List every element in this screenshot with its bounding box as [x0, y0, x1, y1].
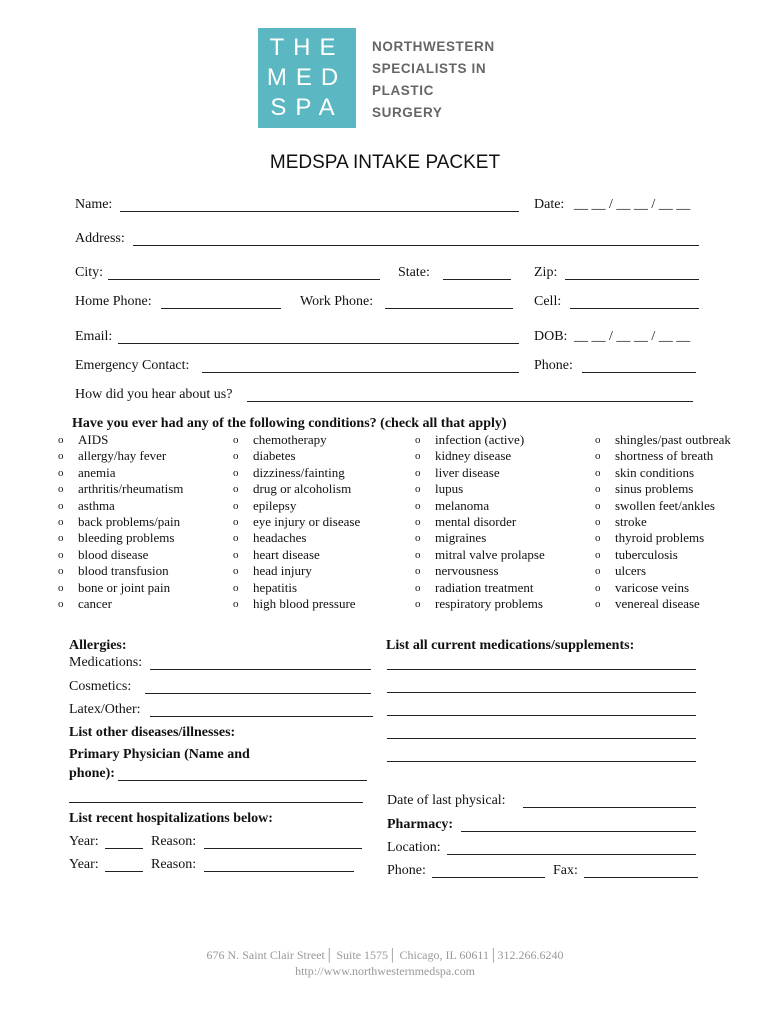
- condition-item[interactable]: [233, 481, 360, 497]
- home-phone-field[interactable]: [161, 308, 281, 309]
- condition-label: back problems/pain: [78, 514, 181, 530]
- logo-text: [372, 36, 495, 124]
- checkbox-bullet[interactable]: o: [415, 581, 421, 594]
- condition-item[interactable]: [233, 432, 360, 448]
- checkbox-bullet[interactable]: o: [595, 434, 601, 446]
- condition-label: asthma: [78, 497, 115, 513]
- condition-item[interactable]: [415, 580, 545, 596]
- checkbox-bullet[interactable]: o: [233, 450, 239, 463]
- checkbox-bullet[interactable]: o: [415, 532, 421, 545]
- checkbox-bullet[interactable]: o: [415, 565, 421, 578]
- checkbox-bullet[interactable]: o: [595, 598, 601, 611]
- last-physical-label: Date of last physical:: [387, 793, 506, 808]
- condition-item[interactable]: [233, 563, 360, 579]
- condition-item[interactable]: [415, 448, 545, 464]
- emergency-contact-field[interactable]: [202, 372, 519, 373]
- condition-item[interactable]: [58, 596, 183, 612]
- condition-item[interactable]: [58, 448, 183, 464]
- condition-label: hepatitis: [253, 579, 298, 595]
- condition-label: arthritis/rheumatism: [78, 481, 184, 497]
- checkbox-bullet[interactable]: o: [415, 598, 421, 611]
- condition-label: blood transfusion: [78, 563, 169, 579]
- condition-label: eye injury or disease: [253, 514, 361, 530]
- date-label: Date:: [534, 197, 565, 212]
- footer-address: 676 N. Saint Clair Street│ Suite 1575│ Chicago, IL 60611│312.266.6240: [206, 948, 564, 962]
- condition-label: infection (active): [435, 432, 525, 447]
- condition-item[interactable]: [233, 580, 360, 596]
- condition-item[interactable]: [595, 498, 731, 514]
- address-label: Address:: [75, 231, 125, 246]
- footer-url[interactable]: http://www.northwesternmedspa.com: [295, 964, 475, 978]
- referral-label: How did you hear about us?: [75, 387, 233, 402]
- referral-field[interactable]: [247, 401, 693, 402]
- condition-label: thyroid problems: [615, 530, 705, 546]
- condition-item[interactable]: [415, 514, 545, 530]
- logo-text-line: PLASTIC: [372, 83, 434, 98]
- logo-text-line: SURGERY: [372, 105, 443, 120]
- logo-row-1: THE: [269, 34, 345, 61]
- condition-label: AIDS: [78, 432, 109, 447]
- condition-label: mitral valve prolapse: [435, 546, 545, 562]
- checkbox-bullet[interactable]: o: [595, 516, 601, 529]
- checkbox-bullet[interactable]: o: [58, 434, 64, 446]
- condition-label: mental disorder: [435, 514, 517, 530]
- logo-row-2: MED: [266, 64, 348, 91]
- allergies-heading: Allergies:: [69, 638, 127, 653]
- state-field[interactable]: [443, 279, 511, 280]
- year-label: Year:: [69, 834, 99, 849]
- page-title: MEDSPA INTAKE PACKET: [269, 152, 501, 173]
- address-field[interactable]: [133, 245, 699, 246]
- checkbox-bullet[interactable]: o: [415, 466, 421, 479]
- zip-label: Zip:: [534, 265, 558, 280]
- medication-line[interactable]: [387, 761, 696, 762]
- condition-label: high blood pressure: [253, 596, 356, 612]
- checkbox-bullet[interactable]: o: [595, 499, 601, 512]
- dob-label: DOB:: [534, 329, 568, 344]
- condition-item[interactable]: [58, 498, 183, 514]
- reason-field[interactable]: [204, 871, 354, 872]
- condition-label: epilepsy: [253, 497, 297, 513]
- checkbox-bullet[interactable]: o: [233, 499, 239, 512]
- reason-label: Reason:: [151, 857, 197, 872]
- condition-item[interactable]: [233, 448, 360, 464]
- checkbox-bullet[interactable]: o: [58, 532, 64, 545]
- date-field[interactable]: __ __ / __ __ / __ __: [574, 197, 691, 212]
- checkbox-bullet[interactable]: o: [233, 565, 239, 578]
- condition-label: nervousness: [435, 563, 499, 579]
- checkbox-bullet[interactable]: o: [58, 548, 64, 561]
- primary-physician-field[interactable]: [118, 780, 367, 781]
- state-label: State:: [398, 265, 430, 280]
- zip-field[interactable]: [565, 279, 699, 280]
- medications-allergy-label: Medications:: [69, 655, 143, 670]
- condition-item[interactable]: [58, 530, 183, 546]
- condition-label: blood disease: [78, 546, 149, 562]
- checkbox-bullet[interactable]: o: [415, 499, 421, 512]
- year-field[interactable]: [105, 871, 143, 872]
- medication-line[interactable]: [387, 715, 696, 716]
- cosmetics-label: Cosmetics:: [69, 679, 132, 694]
- hospitalizations-heading: List recent hospitalizations below:: [69, 811, 273, 826]
- condition-label: ulcers: [615, 563, 647, 579]
- checkbox-bullet[interactable]: o: [233, 598, 239, 611]
- pharmacy-phone-field[interactable]: [432, 877, 545, 878]
- condition-label: shortness of breath: [615, 448, 714, 464]
- emergency-phone-field[interactable]: [582, 372, 696, 373]
- condition-label: allergy/hay fever: [78, 448, 167, 464]
- checkbox-bullet[interactable]: o: [415, 483, 421, 496]
- condition-item[interactable]: [58, 514, 183, 530]
- name-label: Name:: [75, 197, 113, 212]
- work-phone-label: Work Phone:: [300, 294, 374, 309]
- primary-physician-field-2[interactable]: [69, 802, 363, 803]
- medication-line[interactable]: [387, 669, 696, 670]
- checkbox-bullet[interactable]: o: [58, 516, 64, 529]
- condition-item[interactable]: [233, 465, 360, 481]
- checkbox-bullet[interactable]: o: [58, 483, 64, 496]
- condition-label: stroke: [615, 514, 647, 530]
- condition-item[interactable]: [415, 530, 545, 546]
- condition-item[interactable]: [233, 514, 360, 530]
- condition-item[interactable]: [58, 547, 183, 563]
- medications-supplements-heading: List all current medications/supplements:: [386, 638, 635, 653]
- emergency-phone-label: Phone:: [534, 358, 573, 373]
- cell-label: Cell:: [534, 294, 562, 309]
- checkbox-bullet[interactable]: o: [58, 581, 64, 594]
- work-phone-field[interactable]: [385, 308, 513, 309]
- condition-label: headaches: [253, 530, 307, 546]
- condition-item[interactable]: [58, 432, 183, 448]
- condition-item[interactable]: [58, 580, 183, 596]
- email-field[interactable]: [118, 343, 519, 344]
- dob-field[interactable]: __ __ / __ __ / __ __: [574, 329, 691, 344]
- year-field[interactable]: [105, 848, 143, 849]
- logo-row-3: SPA: [270, 94, 344, 121]
- condition-item[interactable]: [415, 432, 545, 448]
- conditions-column-2: [233, 432, 360, 612]
- latex-other-field[interactable]: [150, 716, 373, 717]
- condition-label: tuberculosis: [615, 546, 678, 562]
- condition-item[interactable]: [415, 481, 545, 497]
- checkbox-bullet[interactable]: o: [415, 434, 421, 446]
- pharmacy-field[interactable]: [461, 831, 696, 832]
- checkbox-bullet[interactable]: o: [58, 499, 64, 512]
- condition-label: heart disease: [253, 546, 320, 562]
- conditions-column-4: [595, 432, 731, 612]
- condition-item[interactable]: [595, 596, 731, 612]
- condition-item[interactable]: [415, 498, 545, 514]
- condition-label: respiratory problems: [435, 596, 543, 612]
- reason-field[interactable]: [204, 848, 362, 849]
- conditions-column-1: [58, 432, 183, 612]
- pharmacy-label: Pharmacy:: [387, 817, 454, 832]
- home-phone-label: Home Phone:: [75, 294, 152, 309]
- condition-item[interactable]: [595, 580, 731, 596]
- checkbox-bullet[interactable]: o: [415, 548, 421, 561]
- cell-field[interactable]: [570, 308, 699, 309]
- city-label: City:: [75, 265, 104, 280]
- checkbox-bullet[interactable]: o: [233, 466, 239, 479]
- pharmacy-location-field[interactable]: [447, 854, 696, 855]
- checkbox-bullet[interactable]: o: [595, 532, 601, 545]
- checkbox-bullet[interactable]: o: [58, 466, 64, 479]
- checkbox-bullet[interactable]: o: [595, 450, 601, 463]
- medication-line[interactable]: [387, 738, 696, 739]
- condition-item[interactable]: [595, 563, 731, 579]
- pharmacy-fax-field[interactable]: [584, 877, 698, 878]
- condition-label: sinus problems: [615, 481, 694, 497]
- condition-label: migraines: [435, 530, 487, 546]
- checkbox-bullet[interactable]: o: [595, 565, 601, 578]
- conditions-heading: Have you ever had any of the following conditions? (check all that apply): [72, 416, 507, 431]
- condition-item[interactable]: [233, 547, 360, 563]
- condition-label: chemotherapy: [253, 432, 327, 447]
- condition-label: lupus: [435, 481, 464, 497]
- checkbox-bullet[interactable]: o: [233, 548, 239, 561]
- checkbox-bullet[interactable]: o: [233, 483, 239, 496]
- email-label: Email:: [75, 329, 113, 344]
- checkbox-bullet[interactable]: o: [233, 581, 239, 594]
- pharmacy-phone-label: Phone:: [387, 863, 426, 878]
- condition-label: bleeding problems: [78, 530, 175, 546]
- last-physical-field[interactable]: [523, 807, 696, 808]
- condition-item[interactable]: [415, 596, 545, 612]
- pharmacy-location-label: Location:: [387, 840, 441, 855]
- checkbox-bullet[interactable]: o: [233, 532, 239, 545]
- condition-label: dizziness/fainting: [253, 464, 345, 480]
- other-diseases-heading: List other diseases/illnesses:: [69, 725, 236, 740]
- condition-item[interactable]: [595, 547, 731, 563]
- condition-label: liver disease: [435, 464, 500, 480]
- condition-label: varicose veins: [615, 579, 690, 595]
- reason-label: Reason:: [151, 834, 197, 849]
- cosmetics-field[interactable]: [145, 693, 371, 694]
- checkbox-bullet[interactable]: o: [58, 598, 64, 611]
- pharmacy-fax-label: Fax:: [553, 863, 578, 878]
- primary-physician-label: Primary Physician (Name and: [69, 747, 250, 762]
- checkbox-bullet[interactable]: o: [415, 450, 421, 463]
- checkbox-bullet[interactable]: o: [233, 516, 239, 529]
- checkbox-bullet[interactable]: o: [233, 434, 239, 446]
- condition-label: venereal disease: [615, 596, 700, 612]
- condition-item[interactable]: [595, 530, 731, 546]
- condition-label: radiation treatment: [435, 579, 534, 595]
- condition-item[interactable]: [595, 514, 731, 530]
- condition-label: diabetes: [253, 448, 296, 464]
- city-field[interactable]: [108, 279, 380, 280]
- name-field[interactable]: [120, 211, 519, 212]
- condition-item[interactable]: [233, 530, 360, 546]
- medications-allergy-field[interactable]: [150, 669, 371, 670]
- emergency-contact-label: Emergency Contact:: [75, 358, 190, 373]
- condition-item[interactable]: [595, 465, 731, 481]
- condition-item[interactable]: [595, 432, 731, 448]
- condition-item[interactable]: [58, 481, 183, 497]
- latex-other-label: Latex/Other:: [69, 702, 141, 717]
- condition-item[interactable]: [415, 547, 545, 563]
- condition-label: shingles/past outbreak: [615, 432, 731, 447]
- year-label: Year:: [69, 857, 99, 872]
- condition-item[interactable]: [415, 465, 545, 481]
- medication-line[interactable]: [387, 692, 696, 693]
- checkbox-bullet[interactable]: o: [595, 483, 601, 496]
- condition-label: head injury: [253, 563, 312, 579]
- condition-label: skin conditions: [615, 464, 695, 480]
- condition-item[interactable]: [58, 563, 183, 579]
- checkbox-bullet[interactable]: o: [595, 581, 601, 594]
- condition-label: cancer: [78, 596, 112, 612]
- logo-mark: [258, 28, 356, 128]
- condition-item[interactable]: [233, 498, 360, 514]
- condition-label: melanoma: [435, 497, 490, 513]
- condition-label: bone or joint pain: [78, 579, 171, 595]
- conditions-column-3: [415, 432, 545, 612]
- checkbox-bullet[interactable]: o: [58, 565, 64, 578]
- checkbox-bullet[interactable]: o: [58, 450, 64, 463]
- checkbox-bullet[interactable]: o: [595, 548, 601, 561]
- condition-item[interactable]: [58, 465, 183, 481]
- condition-item[interactable]: [595, 448, 731, 464]
- checkbox-bullet[interactable]: o: [415, 516, 421, 529]
- condition-label: kidney disease: [435, 448, 512, 464]
- condition-label: anemia: [78, 464, 116, 480]
- checkbox-bullet[interactable]: o: [595, 466, 601, 479]
- logo-text-line: NORTHWESTERN: [372, 39, 495, 54]
- condition-item[interactable]: [233, 596, 360, 612]
- condition-item[interactable]: [595, 481, 731, 497]
- condition-label: swollen feet/ankles: [615, 497, 715, 513]
- condition-label: drug or alcoholism: [253, 481, 352, 497]
- primary-physician-label-cont: phone):: [69, 766, 115, 781]
- logo-text-line: SPECIALISTS IN: [372, 61, 487, 76]
- condition-item[interactable]: [415, 563, 545, 579]
